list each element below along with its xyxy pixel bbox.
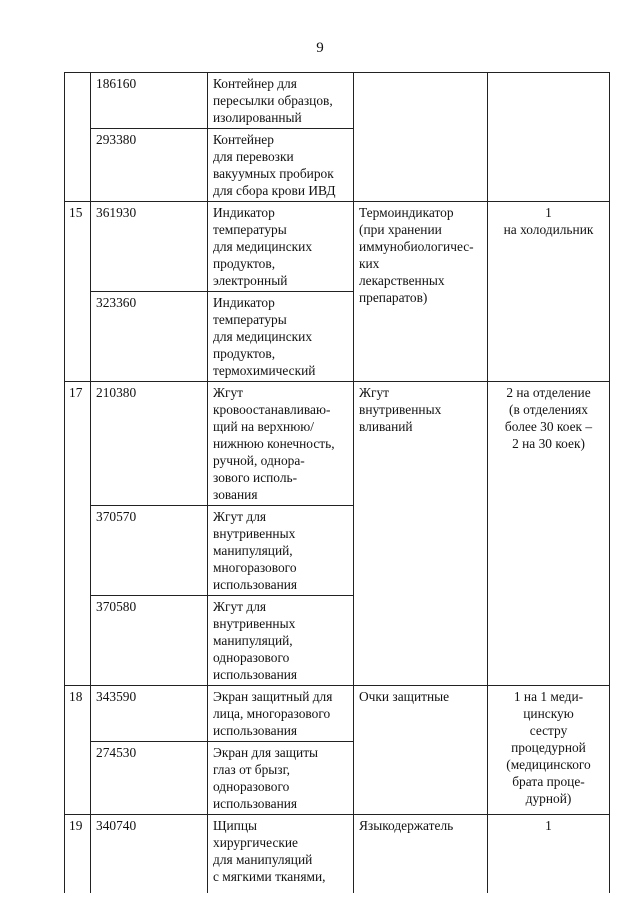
code-cell: 323360 (91, 292, 208, 382)
code-cell: 361930 (91, 202, 208, 292)
code-cell: 210380 (91, 382, 208, 506)
name-cell: Экран защитный для лица, многоразового использования (208, 686, 354, 742)
table-row (65, 815, 610, 893)
type-cell: Жгут внутривенных вливаний (354, 382, 488, 686)
page-number: 9 (316, 40, 324, 56)
table-row (65, 686, 610, 742)
table-row (65, 73, 610, 129)
code-cell: 370570 (91, 506, 208, 596)
name-cell: Контейнер для пересылки образцов, изолированный (208, 73, 354, 129)
row-number-cell: 19 (65, 815, 91, 893)
code-cell: 370580 (91, 596, 208, 686)
type-cell: Термоиндикатор (при хранении иммунобиологичес- ких лекарственных препаратов) (354, 202, 488, 382)
table-row (65, 382, 610, 506)
quantity-cell: 1 на холодильник (488, 202, 610, 382)
table-row (65, 202, 610, 292)
code-cell: 186160 (91, 73, 208, 129)
equipment-table (64, 72, 610, 893)
quantity-cell (488, 73, 610, 202)
quantity-cell: 1 (488, 815, 610, 893)
name-cell: Контейнер для перевозки вакуумных пробирок для сбора крови ИВД (208, 129, 354, 202)
quantity-cell: 2 на отделение (в отделениях более 30 коек – 2 на 30 коек) (488, 382, 610, 686)
quantity-cell: 1 на 1 меди- цинскую сестру процедурной (медицинского брата проце- дурной) (488, 686, 610, 815)
row-number-cell: 15 (65, 202, 91, 382)
type-cell (354, 73, 488, 202)
name-cell: Жгут для внутривенных манипуляций, одноразового использования (208, 596, 354, 686)
name-cell: Жгут кровоостанавливаю- щий на верхнюю/ нижнюю конечность, ручной, однора- зового исполь- зования (208, 382, 354, 506)
type-cell: Языкодержатель (354, 815, 488, 893)
type-cell: Очки защитные (354, 686, 488, 815)
name-cell: Индикатор температуры для медицинских продуктов, электронный (208, 202, 354, 292)
name-cell: Щипцы хирургические для манипуляций с мягкими тканями, (208, 815, 354, 893)
row-number-cell (65, 73, 91, 202)
name-cell: Индикатор температуры для медицинских продуктов, термохимический (208, 292, 354, 382)
row-number-cell: 17 (65, 382, 91, 686)
code-cell: 340740 (91, 815, 208, 893)
row-number-cell: 18 (65, 686, 91, 815)
code-cell: 343590 (91, 686, 208, 742)
code-cell: 293380 (91, 129, 208, 202)
name-cell: Жгут для внутривенных манипуляций, многоразового использования (208, 506, 354, 596)
code-cell: 274530 (91, 742, 208, 815)
name-cell: Экран для защиты глаз от брызг, одноразового использования (208, 742, 354, 815)
